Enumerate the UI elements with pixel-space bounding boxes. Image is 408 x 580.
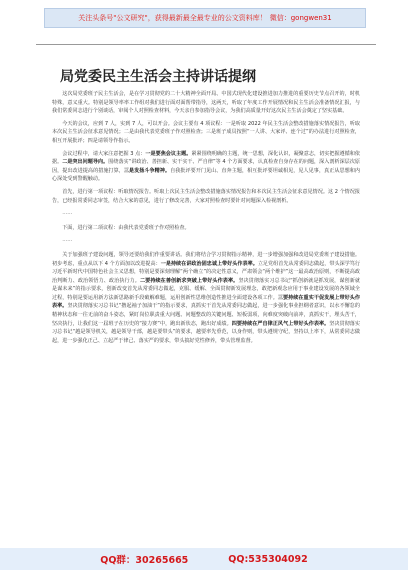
document-title: 局党委民主生活会主持讲话提纲 [60,69,256,85]
paragraph [52,188,360,205]
contact-footer [0,548,408,570]
paragraph [52,150,360,184]
bold-emphasis: 一是要焦会议主题。 [145,150,192,157]
header-divider [36,44,376,45]
bold-emphasis: 二是突出问题导向。 [62,159,109,166]
text-run: 围绕落实“讲政治、善担新、实干实干、严自律”等 4 个方面要求，认真检查自身存在的问题，深入剖析深层次原因，提出改进提高的措施打算， [52,159,360,174]
text-run: 立足党组首先从常委同志做起，带头深学笃行习近平新时代中国特色社会主义思想，特别是要深刻理解“两个确立”的决定性意义，严肃领会“两个维护”这一最高政治原则，不断提高政治判断力、政治领悟力、政治执行力。 [52,260,360,284]
bold-emphasis: 三是发扬斗争精神。 [123,167,171,174]
qq-group: QQ群：30265665 [100,555,189,566]
promo-banner[interactable] [44,8,366,28]
ellipsis: …… [62,237,73,244]
text-run: 坚决贯彻落实习总书记“抓创新就是抓发展，谋创新就是谋未来”的指示要求，创新改变首先从常委同志做起，克服、缓解、全面贯彻新发展理念，敢把新观念应用于事业建设发展的各领域全过程，特别是要运用新方法新思路新手段破解难题，运用创新性思维创造性推进全面建设各项工作。 [52,277,360,301]
qq-contact: QQ:535304092 [228,553,308,565]
bold-emphasis: 二要持续在善创新求突破上带好头作表率。 [139,277,239,284]
document-body [52,90,360,349]
text-run: 自我批评要开门见山、直奔主题，相互批评要坦诚相见，见人见事，真正从思想和内心深处受到警醒触动。 [52,167,360,183]
text-run: 会议过程中，请大家注意把握 3 点： [62,150,146,157]
text-run: 今天的会议，应到 7 人，实到 7 人，可以开会。会议主要有 4 项议程：一是听取 2022 年民主生活会整改措施落实情况报告，听取本次民主生活会征求意见情况；二是由我代表党委班子作对照检查；三是班子成员按照“一人讲、大家评、连个过”的办法进行对照检查，相互开展批评；四是请领导作指示。 [52,120,360,144]
bold-emphasis: 一是持续在讲政治固忠诚上带好头作表率。 [160,260,258,267]
text-run: 这次局党委班子民主生活会，是在学习贯彻党的二十大精神全面开局、中国式现代化建设推进加力推进的重要历史节点召开的，时机特殊，意义重大。特别是领导率率工作组对我们进行面对面帮带指导，这两天，听取了年度工作开展情况和民主生活会准备情况汇报，与我们常委同志进行个别谈话，审阅个人对照检查材料，今天亲自参加指导会议，为我们高质量开好这次民主生活会奠定了坚实基础。 [52,91,360,115]
wechat-contact: 微信：gongwen31 [269,14,332,22]
bold-emphasis: 四要持续在严自律正风气上带好头作表率。 [231,320,330,327]
text-run: 首先，进行第一项议程：听取情况报告。听取上次民主生活会整改措施落实情况报告和本次民主生活会征求意见情况。这 2 个情况报告，已经报常委同志审签，结合大家的意见，进行了修改完善，大家对照检查时要针对问题深入检视剖析。 [52,188,360,204]
text-run: 坚决贯彻落实习总书记“撸起袖子加油干”的指示要求，真抓实干首先从常委同志做起，进一步强化事业担纲者意识，以水不懈怠的精神状态和一往无前的奋斗姿态，紧盯岗位职责重大问题、问题整改的关键问题、短板弱项，向难度突破向前冲，真抓实干，埋头苦干，坚决执行，让我们这一届班子在历史的“接力赛”中，跑出新状态，跑出好成绩。 [52,303,360,327]
text-run: 关于加强班子建设问题，领导还要给我们作重要讲话。我们将结合学习贯彻指示精神，进一步增强加强和改进局党委班子建设措施。初步考虑，重点从以下 4 个方面加以改进提高： [52,251,360,267]
ellipsis: …… [62,210,73,217]
paragraph [52,120,360,146]
paragraph-closing [52,251,360,346]
paragraph: 下面，进行第二项议程：由我代表党委班子作对照检查。 [62,224,190,231]
paragraph [52,90,360,116]
text-run: 坚决贯彻落实习总书记“越是领导机关，越是领导干部，越是要带头”的要求，越要率先垂范，以身作则，带头遵规守纪，坚持以上率下，从常委同志做起，进一步强化正己、立起严于律己、落实严的要求，带头搞好党性修养，带头管理监督。 [52,320,360,344]
text-run: 紧紧围绕明确的主题，统一思想，深化认识，凝聚意志，切实把握遵循和依据。 [52,150,360,166]
promo-banner-text: 关注头条号"公文研究"，获得最新最全最专业的公文资料库！ [78,14,267,22]
bold-emphasis: 三要持续在重实干促发展上带好头作表率。 [52,294,360,310]
